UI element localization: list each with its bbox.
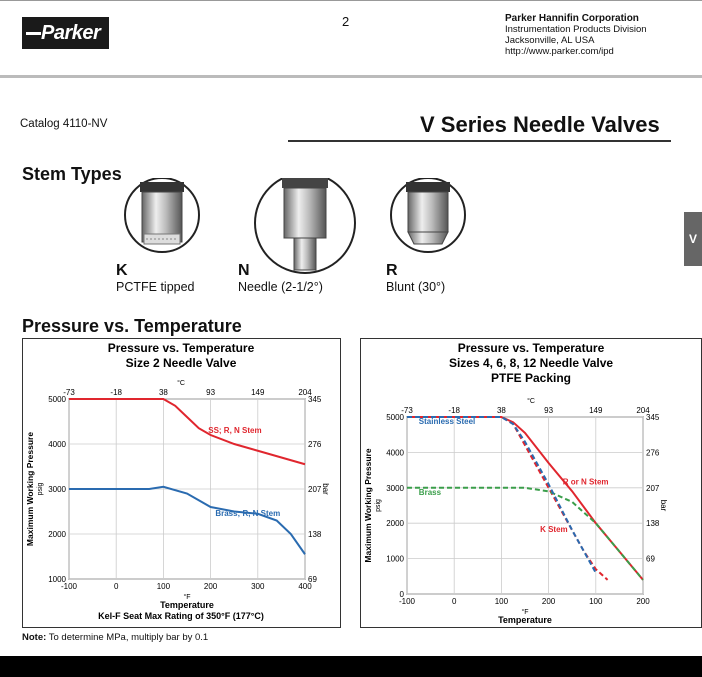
- x-axis-label: Temperature: [498, 615, 552, 625]
- chart-title: Pressure vs. Temperature: [107, 341, 255, 355]
- stem-r: [386, 262, 445, 294]
- division: Instrumentation Products Division: [505, 24, 647, 35]
- stem-n-letter: N: [238, 262, 250, 279]
- x-tick-label: 400: [298, 582, 312, 591]
- parker-logo: [22, 17, 109, 49]
- logo-text: Parker: [41, 22, 101, 44]
- x2-tick-label: 93: [544, 406, 554, 415]
- section-tab[interactable]: V: [684, 212, 702, 266]
- y-tick-label: 4000: [48, 440, 66, 449]
- x-tick-label: 0: [451, 597, 457, 606]
- y-tick-label: 3000: [386, 483, 404, 493]
- y-tick-label: 5000: [48, 395, 66, 404]
- y2-unit: bar: [659, 499, 668, 512]
- y-tick-label: 2000: [386, 519, 404, 529]
- x-unit: °F: [183, 594, 191, 601]
- x-tick-label: 100: [589, 597, 603, 606]
- stem-illustrations: [120, 178, 480, 274]
- y-tick-label: 1000: [386, 554, 404, 564]
- stem-k-desc: PCTFE tipped: [116, 280, 195, 294]
- y2-tick-label: 207: [308, 485, 322, 494]
- y2-tick-label: 276: [308, 440, 322, 449]
- y2-unit: bar: [321, 483, 330, 495]
- x2-tick-label: 149: [589, 406, 603, 415]
- y2-tick-label: 276: [646, 448, 660, 458]
- chart-size2: [23, 339, 340, 627]
- stem-k-letter: K: [116, 262, 128, 279]
- chart-panel-size2: [22, 338, 341, 628]
- x2-tick-label: 204: [636, 406, 650, 415]
- y-tick-label: 1000: [48, 575, 66, 584]
- x2-tick-label: -73: [401, 406, 413, 415]
- chart-size4-12: [361, 339, 701, 627]
- y-tick-label: 4000: [386, 448, 404, 458]
- x2-unit: °C: [527, 398, 535, 405]
- x-tick-label: 200: [203, 582, 218, 591]
- chart-subtitle: Sizes 4, 6, 8, 12 Needle Valve: [448, 356, 614, 370]
- footer-bar: [0, 656, 702, 677]
- stem-r-desc: Blunt (30°): [386, 280, 446, 294]
- header-divider: [0, 75, 702, 78]
- x-tick-label: 100: [156, 582, 171, 591]
- logo-dash-icon: [26, 32, 41, 35]
- catalog-number: Catalog 4110-NV: [20, 118, 108, 130]
- x2-tick-label: -18: [110, 388, 122, 397]
- y-tick-label: 5000: [386, 413, 404, 422]
- pt-heading: Pressure vs. Temperature: [22, 316, 242, 336]
- x2-tick-label: -18: [448, 406, 460, 415]
- x-unit: °F: [521, 609, 529, 616]
- chart-subtitle: Size 2 Needle Valve: [125, 356, 237, 370]
- series-label: R or N Stem: [562, 477, 609, 487]
- series-label: SS; R, N Stem: [208, 425, 262, 435]
- x2-tick-label: 149: [251, 388, 265, 397]
- company-url[interactable]: http://www.parker.com/ipd: [505, 46, 614, 57]
- x2-tick-label: -73: [63, 388, 75, 397]
- top-border: [0, 0, 702, 1]
- stem-n-desc: Needle (2-1/2°): [238, 280, 323, 294]
- k-stem-icon: [125, 178, 199, 252]
- series-label: K Stem: [540, 525, 568, 535]
- x-tick-label: 200: [541, 597, 556, 606]
- y-unit: psig: [375, 499, 382, 512]
- location: Jacksonville, AL USA: [505, 35, 595, 46]
- y2-tick-label: 69: [308, 575, 317, 584]
- company-block: [505, 13, 647, 57]
- x-tick-label: -100: [398, 597, 416, 606]
- x-tick-label: -100: [60, 582, 78, 591]
- x-tick-label: 100: [494, 597, 509, 606]
- y2-tick-label: 138: [646, 519, 660, 529]
- x2-tick-label: 38: [496, 406, 506, 415]
- x2-unit: °C: [177, 380, 185, 387]
- note-label: Note:: [22, 632, 47, 643]
- n-stem-icon: [255, 178, 355, 273]
- series-label: Brass; R, N Stem: [215, 509, 281, 518]
- note-text: To determine MPa, multiply bar by 0.1: [48, 632, 209, 643]
- y-tick-label: 2000: [48, 530, 66, 539]
- company-name: Parker Hannifin Corporation: [505, 13, 639, 24]
- y-tick-label: 3000: [48, 485, 66, 494]
- conversion-note: [22, 632, 208, 643]
- x2-tick-label: 93: [206, 388, 216, 397]
- y2-tick-label: 345: [308, 395, 322, 404]
- chart-footer: Kel-F Seat Max Rating of 350°F (177°C): [98, 611, 264, 621]
- x-tick-label: 0: [113, 582, 119, 591]
- r-stem-icon: [391, 178, 465, 252]
- y2-tick-label: 345: [646, 413, 660, 422]
- y-axis-label: Maximum Working Pressure: [363, 448, 373, 563]
- x-tick-label: 300: [251, 582, 265, 591]
- page-title: V Series Needle Valves: [420, 112, 660, 137]
- y2-tick-label: 69: [646, 554, 655, 564]
- page-number: 2: [342, 14, 350, 29]
- x-tick-label: 200: [636, 597, 650, 606]
- stem-types-heading: Stem Types: [22, 164, 122, 184]
- stem-r-letter: R: [386, 262, 398, 279]
- x2-tick-label: 38: [158, 388, 168, 397]
- y-axis-label: Maximum Working Pressure: [25, 431, 35, 547]
- y-tick-label: 0: [399, 590, 404, 599]
- x-axis-label: Temperature: [160, 600, 214, 610]
- chart-subtitle-2: PTFE Packing: [490, 371, 572, 385]
- y2-tick-label: 207: [646, 483, 660, 493]
- series-label: Brass: [418, 487, 442, 497]
- chart-panel-size4-12: [360, 338, 702, 628]
- x2-tick-label: 204: [298, 388, 312, 397]
- stem-n: [238, 262, 323, 294]
- title-underline: [288, 140, 671, 142]
- y-unit: psig: [37, 482, 44, 496]
- series-label: Stainless Steel: [418, 417, 476, 427]
- chart-title: Pressure vs. Temperature: [457, 341, 605, 355]
- stem-k: [116, 262, 195, 294]
- y2-tick-label: 138: [308, 530, 322, 539]
